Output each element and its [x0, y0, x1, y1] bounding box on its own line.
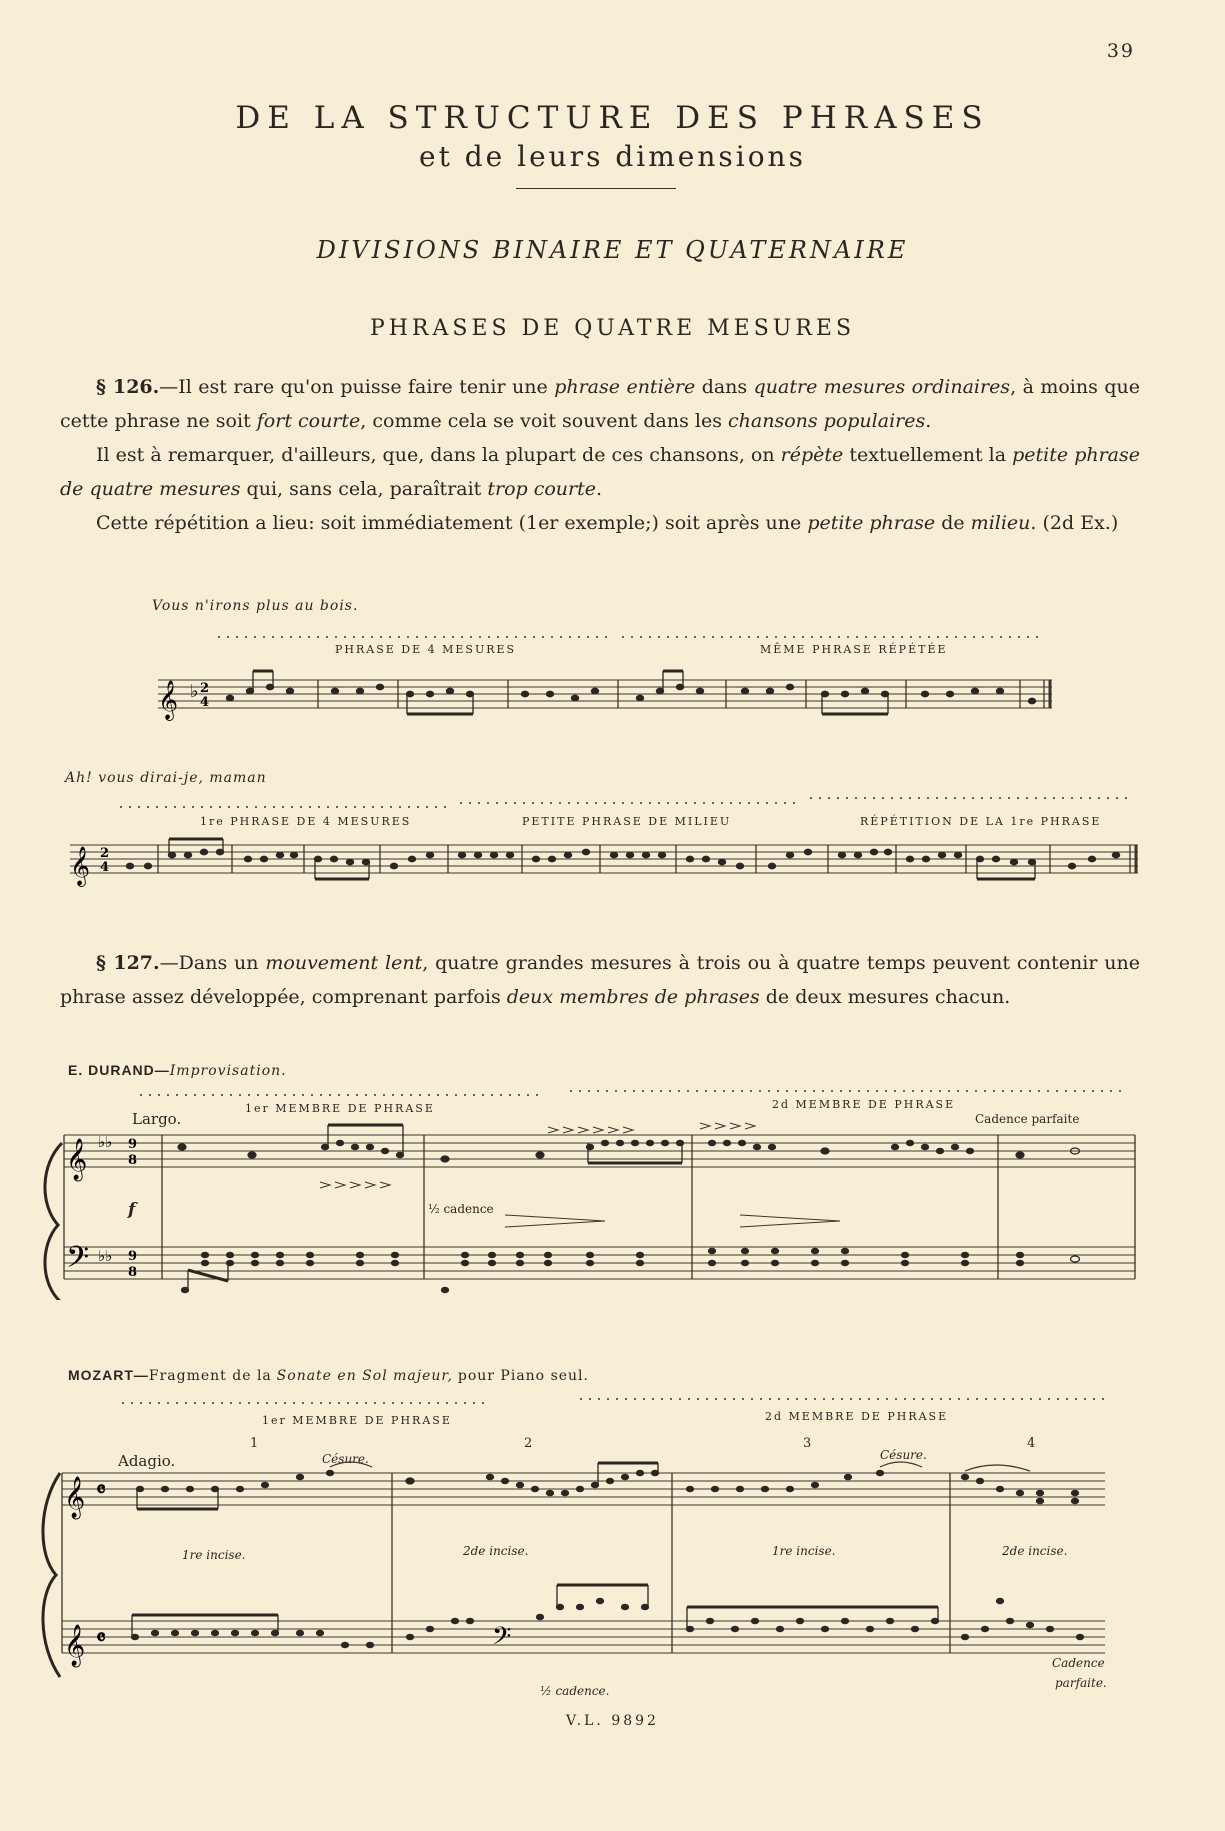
- time-signature: 2: [200, 681, 210, 696]
- dynamic-marking: f: [128, 1200, 136, 1220]
- cesure-label-1: Césure.: [322, 1452, 369, 1466]
- paragraph-number: § 126.: [96, 376, 160, 398]
- bass-clef-icon: 𝄢: [492, 1622, 512, 1657]
- half-cadence-label: ½ cadence.: [540, 1684, 610, 1698]
- staff-lines: [64, 1135, 1135, 1279]
- example-2-staff: [0, 795, 1225, 905]
- example-1-label-phrase: PHRASE DE 4 MESURES: [335, 643, 517, 656]
- phrase-bracket-dots: [120, 798, 1130, 807]
- measure-number-4: 4: [1027, 1436, 1036, 1451]
- svg-text:♭♭: ♭♭: [98, 1247, 113, 1265]
- paragraph-number: § 127.: [96, 952, 160, 974]
- paragraph-126-continued: Il est à remarquer, d'ailleurs, que, dans la plupart de ces chansons, on répète textuellement la petite phrase de quatre mesures qui, sans cela, paraîtrait trop courte.: [60, 444, 1141, 500]
- measure-number-3: 3: [803, 1436, 812, 1451]
- chapter-title: DE LA STRUCTURE DES PHRASES: [235, 100, 990, 136]
- subsection-title: PHRASES DE QUATRE MESURES: [369, 316, 856, 341]
- key-signature-flats: ♭♭: [98, 1133, 113, 1151]
- incise-label-4: 2de incise.: [1002, 1544, 1068, 1558]
- example-1-caption: Vous n'irons plus au bois.: [152, 598, 359, 614]
- accent-marks: [320, 1123, 840, 1227]
- cadence-parfaite-label-2: parfaite.: [1055, 1676, 1107, 1690]
- incise-label-1: 1re incise.: [182, 1548, 246, 1562]
- phrase-bracket-dots: [122, 1399, 1110, 1403]
- page-number: 39: [1106, 40, 1135, 62]
- treble-clef-icon-lower: 𝄞: [64, 1625, 86, 1666]
- measure-number-2: 2: [524, 1436, 533, 1451]
- example-2-label-first: 1re PHRASE DE 4 MESURES: [200, 815, 412, 828]
- half-cadence-label: ½ cadence: [428, 1202, 494, 1216]
- svg-text:8: 8: [128, 1153, 138, 1168]
- svg-text:9: 9: [128, 1249, 138, 1264]
- section-title: DIVISIONS BINAIRE ET QUATERNAIRE: [316, 236, 909, 264]
- notes: [178, 1125, 1080, 1293]
- measure-number-1: 1: [250, 1436, 259, 1451]
- example-4-grand-staff: [0, 1395, 1225, 1695]
- example-4-author: MOZART—Fragment de la Sonate en Sol majeur, pour Piano seul.: [68, 1367, 589, 1384]
- paragraph-126-examples-note: Cette répétition a lieu: soit immédiatement (1er exemple;) soit après une petite phrase de milieu. (2d Ex.): [96, 512, 1119, 534]
- example-4-label-first: 1er MEMBRE DE PHRASE: [262, 1414, 452, 1427]
- chapter-subtitle: et de leurs dimensions: [419, 140, 806, 173]
- example-1-staff: [0, 625, 1225, 725]
- slurs: [330, 1462, 1030, 1471]
- svg-text:𝄴: 𝄴: [96, 1625, 106, 1651]
- example-3-author: E. DURAND—Improvisation.: [68, 1062, 287, 1079]
- treble-clef-icon: 𝄞: [158, 680, 179, 720]
- cesure-label-2: Césure.: [880, 1448, 927, 1462]
- brace-icon: [43, 1473, 60, 1677]
- svg-text:8: 8: [128, 1265, 138, 1280]
- example-4-label-second: 2d MEMBRE DE PHRASE: [765, 1410, 949, 1423]
- incise-label-3: 1re incise.: [772, 1544, 836, 1558]
- cadence-parfaite-label: Cadence parfaite: [975, 1112, 1080, 1126]
- plate-number: V.L. 9892: [566, 1713, 659, 1729]
- title-rule: [516, 188, 676, 189]
- example-1-label-repeat: MÊME PHRASE RÉPÉTÉE: [760, 643, 948, 656]
- time-signature: 9: [128, 1137, 138, 1152]
- paragraph-127: § 127.—Dans un mouvement lent, quatre grandes mesures à trois ou à quatre temps peuvent contenir une phrase assez développée, comprenant parfois deux membres de phrases de deux mesures chacun.: [60, 952, 1140, 1008]
- flat-icon: ♭: [190, 681, 199, 702]
- phrase-bracket-dots: [140, 1091, 1125, 1095]
- svg-text:4: 4: [100, 860, 110, 875]
- brace-icon: [45, 1143, 62, 1300]
- example-3-label-first: 1er MEMBRE DE PHRASE: [245, 1102, 435, 1115]
- tempo-marking: Largo.: [132, 1110, 182, 1128]
- treble-clef-icon: 𝄞: [70, 846, 91, 886]
- barlines: [64, 1135, 1135, 1279]
- treble-clef-icon: 𝄞: [64, 1477, 86, 1518]
- example-2-label-middle: PETITE PHRASE DE MILIEU: [522, 815, 732, 828]
- bass-clef-icon: 𝄢: [66, 1241, 90, 1282]
- svg-text:4: 4: [200, 695, 210, 710]
- example-3-label-second: 2d MEMBRE DE PHRASE: [772, 1098, 956, 1111]
- example-2-caption: Ah! vous dirai-je, maman: [65, 770, 267, 786]
- time-signature: 2: [100, 846, 110, 861]
- tempo-marking: Adagio.: [118, 1452, 176, 1470]
- paragraph-126: § 126.—Il est rare qu'on puisse faire tenir une phrase entière dans quatre mesures ordinaires, à moins que cette phrase ne soit fort courte, comme cela se voit souvent dans les chansons populaires.: [60, 376, 1140, 432]
- cadence-parfaite-label-1: Cadence: [1052, 1656, 1105, 1670]
- treble-clef-icon: 𝄞: [66, 1139, 88, 1180]
- common-time-icon: 𝄴: [96, 1477, 106, 1503]
- example-3-grand-staff: [0, 1085, 1225, 1300]
- example-2-label-repeat: RÉPÉTITION DE LA 1re PHRASE: [860, 815, 1102, 828]
- incise-label-2: 2de incise.: [463, 1544, 529, 1558]
- notes: [132, 1463, 1084, 1648]
